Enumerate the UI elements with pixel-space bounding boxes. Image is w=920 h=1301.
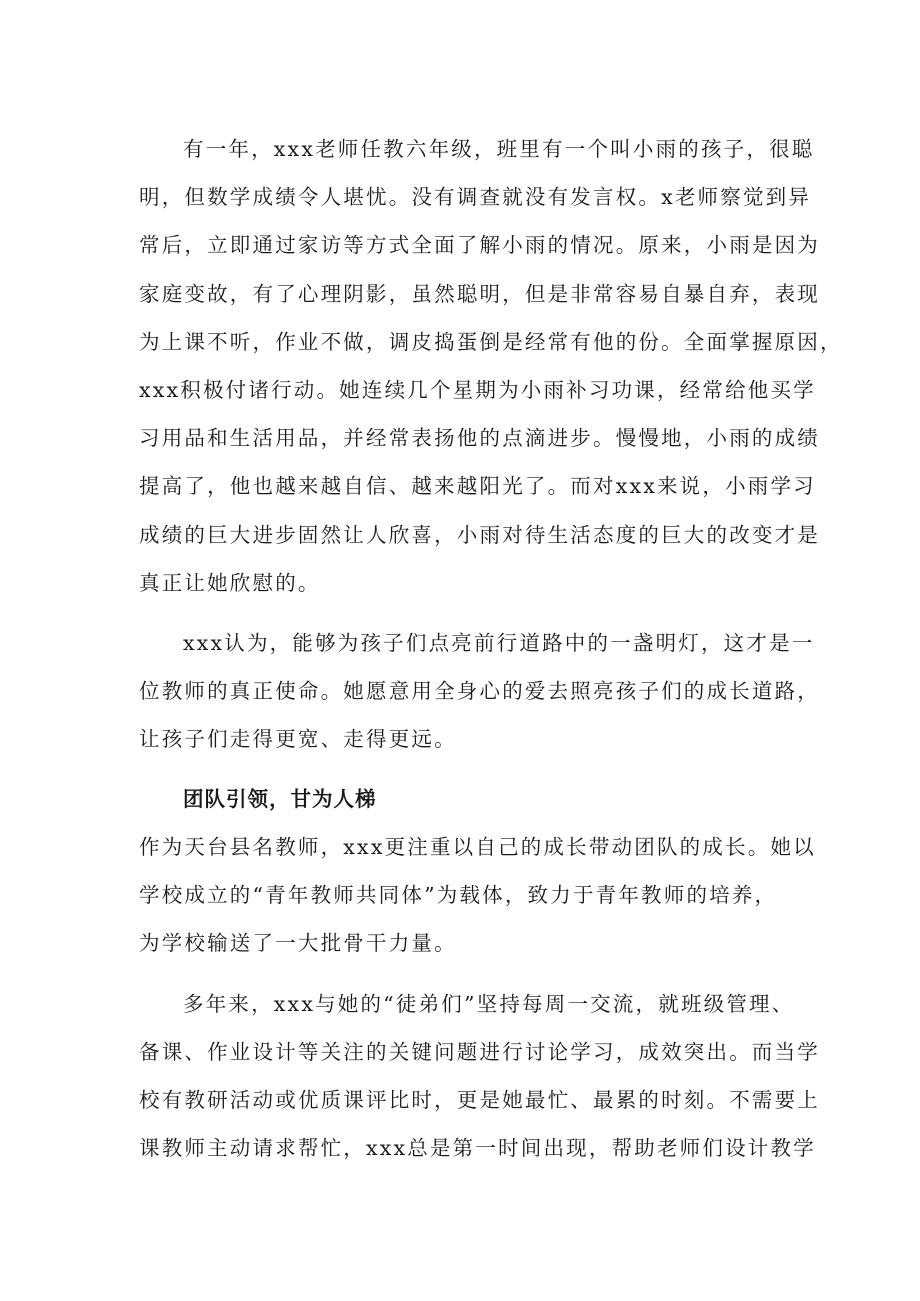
paragraph-3-line-1: 作为天台县名教师，xxx更注重以自己的成长带动团队的成长。她以 — [139, 835, 816, 859]
section-heading: 团队引领，甘为人梯 — [183, 787, 377, 811]
paragraph-1-line-5: 为上课不听，作业不做，调皮捣蛋倒是经常有他的份。全面掌握原因， — [139, 330, 843, 354]
paragraph-1-line-6: xxx积极付诸行动。她连续几个星期为小雨补习功课，经常给他买学 — [139, 378, 816, 402]
paragraph-4-line-1: 多年来，xxx与她的“徒弟们”坚持每周一交流，就班级管理、 — [183, 992, 795, 1016]
paragraph-1-line-9: 成绩的巨大进步固然让人欣喜，小雨对待生活态度的巨大的改变才是 — [139, 523, 820, 547]
paragraph-3-line-2: 学校成立的“青年教师共同体”为载体，致力于青年教师的培养， — [139, 883, 778, 907]
paragraph-4-line-3: 校有教研活动或优质课评比时，更是她最忙、最累的时刻。不需要上 — [139, 1088, 820, 1112]
paragraph-1-line-3: 常后，立即通过家访等方式全面了解小雨的情况。原来，小雨是因为 — [139, 233, 820, 257]
paragraph-2-line-1: xxx认为，能够为孩子们点亮前行道路中的一盏明灯，这才是一 — [183, 631, 815, 655]
paragraph-3-line-3: 为学校输送了一大批骨干力量。 — [139, 931, 457, 955]
paragraph-2-line-3: 让孩子们走得更宽、走得更远。 — [139, 727, 457, 751]
paragraph-4-line-4: 课教师主动请求帮忙，xxx总是第一时间出现，帮助老师们设计教学 — [139, 1136, 816, 1160]
paragraph-1-line-2: 明，但数学成绩令人堪忧。没有调查就没有发言权。x老师察觉到异 — [139, 185, 812, 209]
paragraph-1-line-7: 习用品和生活用品，并经常表扬他的点滴进步。慢慢地，小雨的成绩 — [139, 426, 820, 450]
paragraph-1-line-8: 提高了，他也越来越自信、越来越阳光了。而对xxx来说，小雨学习 — [139, 474, 816, 498]
paragraph-1-line-1: 有一年，xxx老师任教六年级，班里有一个叫小雨的孩子，很聪 — [183, 137, 815, 161]
paragraph-4-line-2: 备课、作业设计等关注的关键问题进行讨论学习，成效突出。而当学 — [139, 1040, 820, 1064]
paragraph-1-line-4: 家庭变故，有了心理阴影，虽然聪明，但是非常容易自暴自弃，表现 — [139, 282, 820, 306]
paragraph-1-line-10: 真正让她欣慰的。 — [139, 571, 321, 595]
paragraph-2-line-2: 位教师的真正使命。她愿意用全身心的爱去照亮孩子们的成长道路， — [139, 679, 820, 703]
